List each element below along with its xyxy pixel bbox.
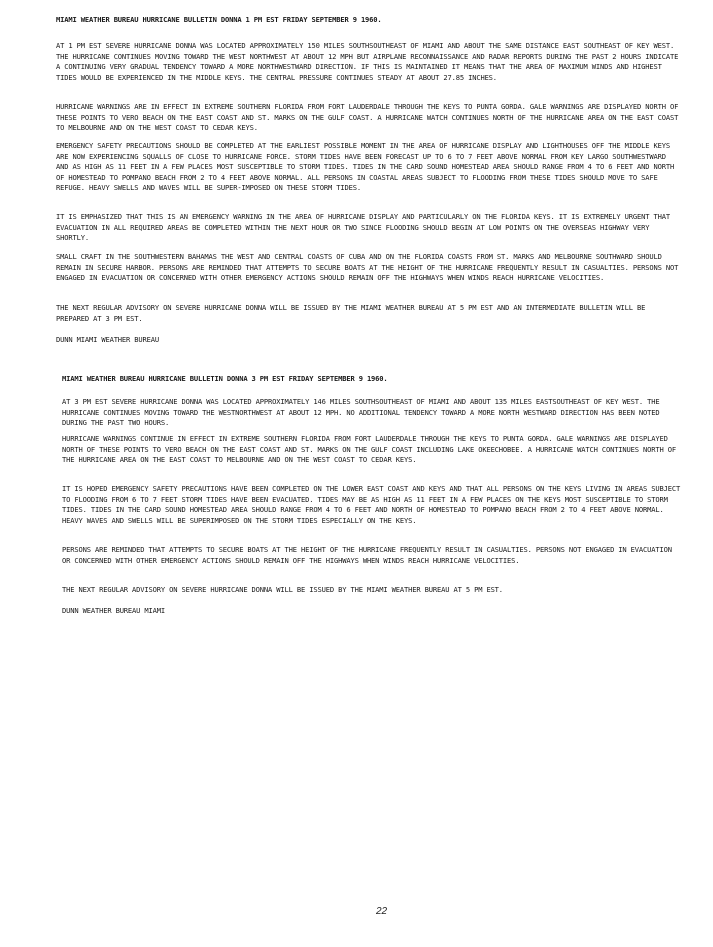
bulletin-2-paragraph-5: THE NEXT REGULAR ADVISORY ON SEVERE HURRICANE DONNA WILL BE ISSUED BY THE MIAMI WEATHER BUREAU AT 5 PM EST. [62,585,503,594]
bulletin-2-paragraph-4: PERSONS ARE REMINDED THAT ATTEMPTS TO SECURE BOATS AT THE HEIGHT OF THE HURRICANE FREQUENTLY RESULT IN CASUALTIES. PERSONS NOT ENGAGED IN EVACUATION OR CONCERNED WITH OTHER EMERGENCY ACTIONS SHOULD REMAIN OFF THE HIGHWAYS WHEN WINDS REACH HURRICANE VELOCITIES. [62,545,672,565]
bulletin-1-paragraph-4: IT IS EMPHASIZED THAT THIS IS AN EMERGENCY WARNING IN THE AREA OF HURRICANE DISPLAY AND PARTICULARLY ON THE FLORIDA KEYS. IT IS EXTREMELY URGENT THAT EVACUATION IN ALL REQUIRED AREAS BE COMPLETED WITHIN THE NEXT HOUR OR TWO SINCE FLOODING SHOULD BEGIN AT LOW POINTS ON THE OVERSEAS HIGHWAY VERY SHORTLY. [56,212,670,243]
bulletin-2-paragraph-1: AT 3 PM EST SEVERE HURRICANE DONNA WAS LOCATED APPROXIMATELY 146 MILES SOUTHSOUTHEAST OF MIAMI AND ABOUT 135 MILES EASTSOUTHEAST OF KEY WEST. THE HURRICANE CONTINUES MOVING TOWARD THE WESTNORTHWEST AT ABOUT 12 MPH. NO ADDITIONAL TENDENCY TOWARD A MORE NORTH WESTWARD DIRECTION HAS BEEN NOTED DURING THE PAST TWO HOURS. [62,397,660,428]
bulletin-1-paragraph-3: EMERGENCY SAFETY PRECAUTIONS SHOULD BE COMPLETED AT THE EARLIEST POSSIBLE MOMENT IN THE AREA OF HURRICANE DISPLAY AND LIGHTHOUSES OFF THE MIDDLE KEYS ARE NOW EXPERIENCING SQUALLS OF CLOSE TO HURRICANE FORCE. STORM TIDES HAVE BEEN FORECAST UP TO 6 TO 7 FEET ABOVE NORMAL FROM KEY LARGO SOUTHWESTWARD AND AS HIGH AS 11 FEET IN A FEW PLACES MOST SUSCEPTIBLE TO STORM TIDES. TIDES IN THE CARD SOUND HOMESTEAD AREA SHOULD RANGE FROM 4 TO 6 FEET AND NORTH OF HOMESTEAD TO POMPANO BEACH FROM 2 TO 4 FEET ABOVE NORMAL. ALL PERSONS IN COASTAL AREAS SUBJECT TO FLOODING FROM THESE TIDES SHOULD MOVE TO SAFE REFUGE. HEAVY SWELLS AND WAVES WILL BE SUPER-IMPOSED ON THESE STORM TIDES. [56,141,675,193]
bulletin-1-heading: MIAMI WEATHER BUREAU HURRICANE BULLETIN DONNA 1 PM EST FRIDAY SEPTEMBER 9 1960. [56,15,382,24]
bulletin-1-paragraph-6: THE NEXT REGULAR ADVISORY ON SEVERE HURRICANE DONNA WILL BE ISSUED BY THE MIAMI WEATHER BUREAU AT 5 PM EST AND AN INTERMEDIATE BULLETIN WILL BE PREPARED AT 3 PM EST. [56,303,646,323]
bulletin-2-paragraph-2: HURRICANE WARNINGS CONTINUE IN EFFECT IN EXTREME SOUTHERN FLORIDA FROM FORT LAUDERDALE THROUGH THE KEYS TO PUNTA GORDA. GALE WARNINGS ARE DISPLAYED NORTH OF THESE POINTS TO VERO BEACH ON THE EAST COAST AND ST. MARKS ON THE GULF COAST INCLUDING LAKE OKEECHOBEE. A HURRICANE WATCH CONTINUES NORTH OF THE HURRICANE AREA ON THE EAST COAST TO MELBOURNE AND ON THE WEST COAST TO CEDAR KEYS. [62,434,676,465]
bulletin-2-paragraph-3: IT IS HOPED EMERGENCY SAFETY PRECAUTIONS HAVE BEEN COMPLETED ON THE LOWER EAST COAST AND KEYS AND THAT ALL PERSONS ON THE KEYS LIVING IN AREAS SUBJECT TO FLOODING FROM 6 TO 7 FEET STORM TIDES HAVE BEEN EVACUATED. TIDES MAY BE AS HIGH AS 11 FEET IN A FEW PLACES ON THE KEYS MOST SUSCEPTIBLE TO STORM TIDES. TIDES IN THE CARD SOUND HOMESTEAD AREA SHOULD RANGE FROM 4 TO 6 FEET AND NORTH OF HOMESTEAD TO POMPANO BEACH FROM 2 TO 4 FEET ABOVE NORMAL. HEAVY WAVES AND SWELLS WILL BE SUPERIMPOSED ON THE STORM TIDES ESPECIALLY ON THE KEYS. [62,484,681,525]
bulletin-1-paragraph-1: AT 1 PM EST SEVERE HURRICANE DONNA WAS LOCATED APPROXIMATELY 150 MILES SOUTHSOUTHEAST OF MIAMI AND ABOUT THE SAME DISTANCE EAST SOUTHEAST OF KEY WEST. THE HURRICANE CONTINUES MOVING TOWARD THE WEST NORTHWEST AT ABOUT 12 MPH BUT AIRPLANE RECONNAISSANCE AND RADAR REPORTS DURING THE PAST 2 HOURS INDICATE A CONTINUING VERY GRADUAL TENDENCY TOWARD A MORE NORTHWESTWARD DIRECTION. IF THIS IS MAINTAINED IT MEANS THAT THE AREA OF MAXIMUM WINDS AND HIGHEST TIDES WOULD BE EXPERIENCED IN THE MIDDLE KEYS. THE CENTRAL PRESSURE CONTINUES STEADY AT ABOUT 27.85 INCHES. [56,41,679,82]
bulletin-1-paragraph-2: HURRICANE WARNINGS ARE IN EFFECT IN EXTREME SOUTHERN FLORIDA FROM FORT LAUDERDALE THROUGH THE KEYS TO PUNTA GORDA. GALE WARNINGS ARE DISPLAYED NORTH OF THESE POINTS TO VERO BEACH ON THE EAST COAST AND ST. MARKS ON THE GULF COAST. A HURRICANE WATCH CONTINUES NORTH OF THE HURRICANE AREA ON THE EAST COAST TO MELBOURNE AND ON THE WEST COAST TO CEDAR KEYS. [56,102,679,133]
bulletin-1-signoff: DUNN MIAMI WEATHER BUREAU [56,335,160,344]
bulletin-2-signoff: DUNN WEATHER BUREAU MIAMI [62,606,166,615]
page-number: 22 [376,906,388,917]
bulletin-1-paragraph-5: SMALL CRAFT IN THE SOUTHWESTERN BAHAMAS THE WEST AND CENTRAL COASTS OF CUBA AND ON THE FLORIDA COASTS FROM ST. MARKS AND MELBOURNE SOUTHWARD SHOULD REMAIN IN SECURE HARBOR. PERSONS ARE REMINDED THAT ATTEMPTS TO SECURE BOATS AT THE HEIGHT OF THE HURRICANE FREQUENTLY RESULT IN CASUALTIES. PERSONS NOT ENGAGED IN EVACUATION OR CONCERNED WITH OTHER EMERGENCY ACTIONS SHOULD REMAIN OFF THE HIGHWAYS WHEN WINDS REACH HURRICANE VELOCITIES. [56,252,679,283]
bulletin-2-heading: MIAMI WEATHER BUREAU HURRICANE BULLETIN DONNA 3 PM EST FRIDAY SEPTEMBER 9 1960. [62,374,388,383]
